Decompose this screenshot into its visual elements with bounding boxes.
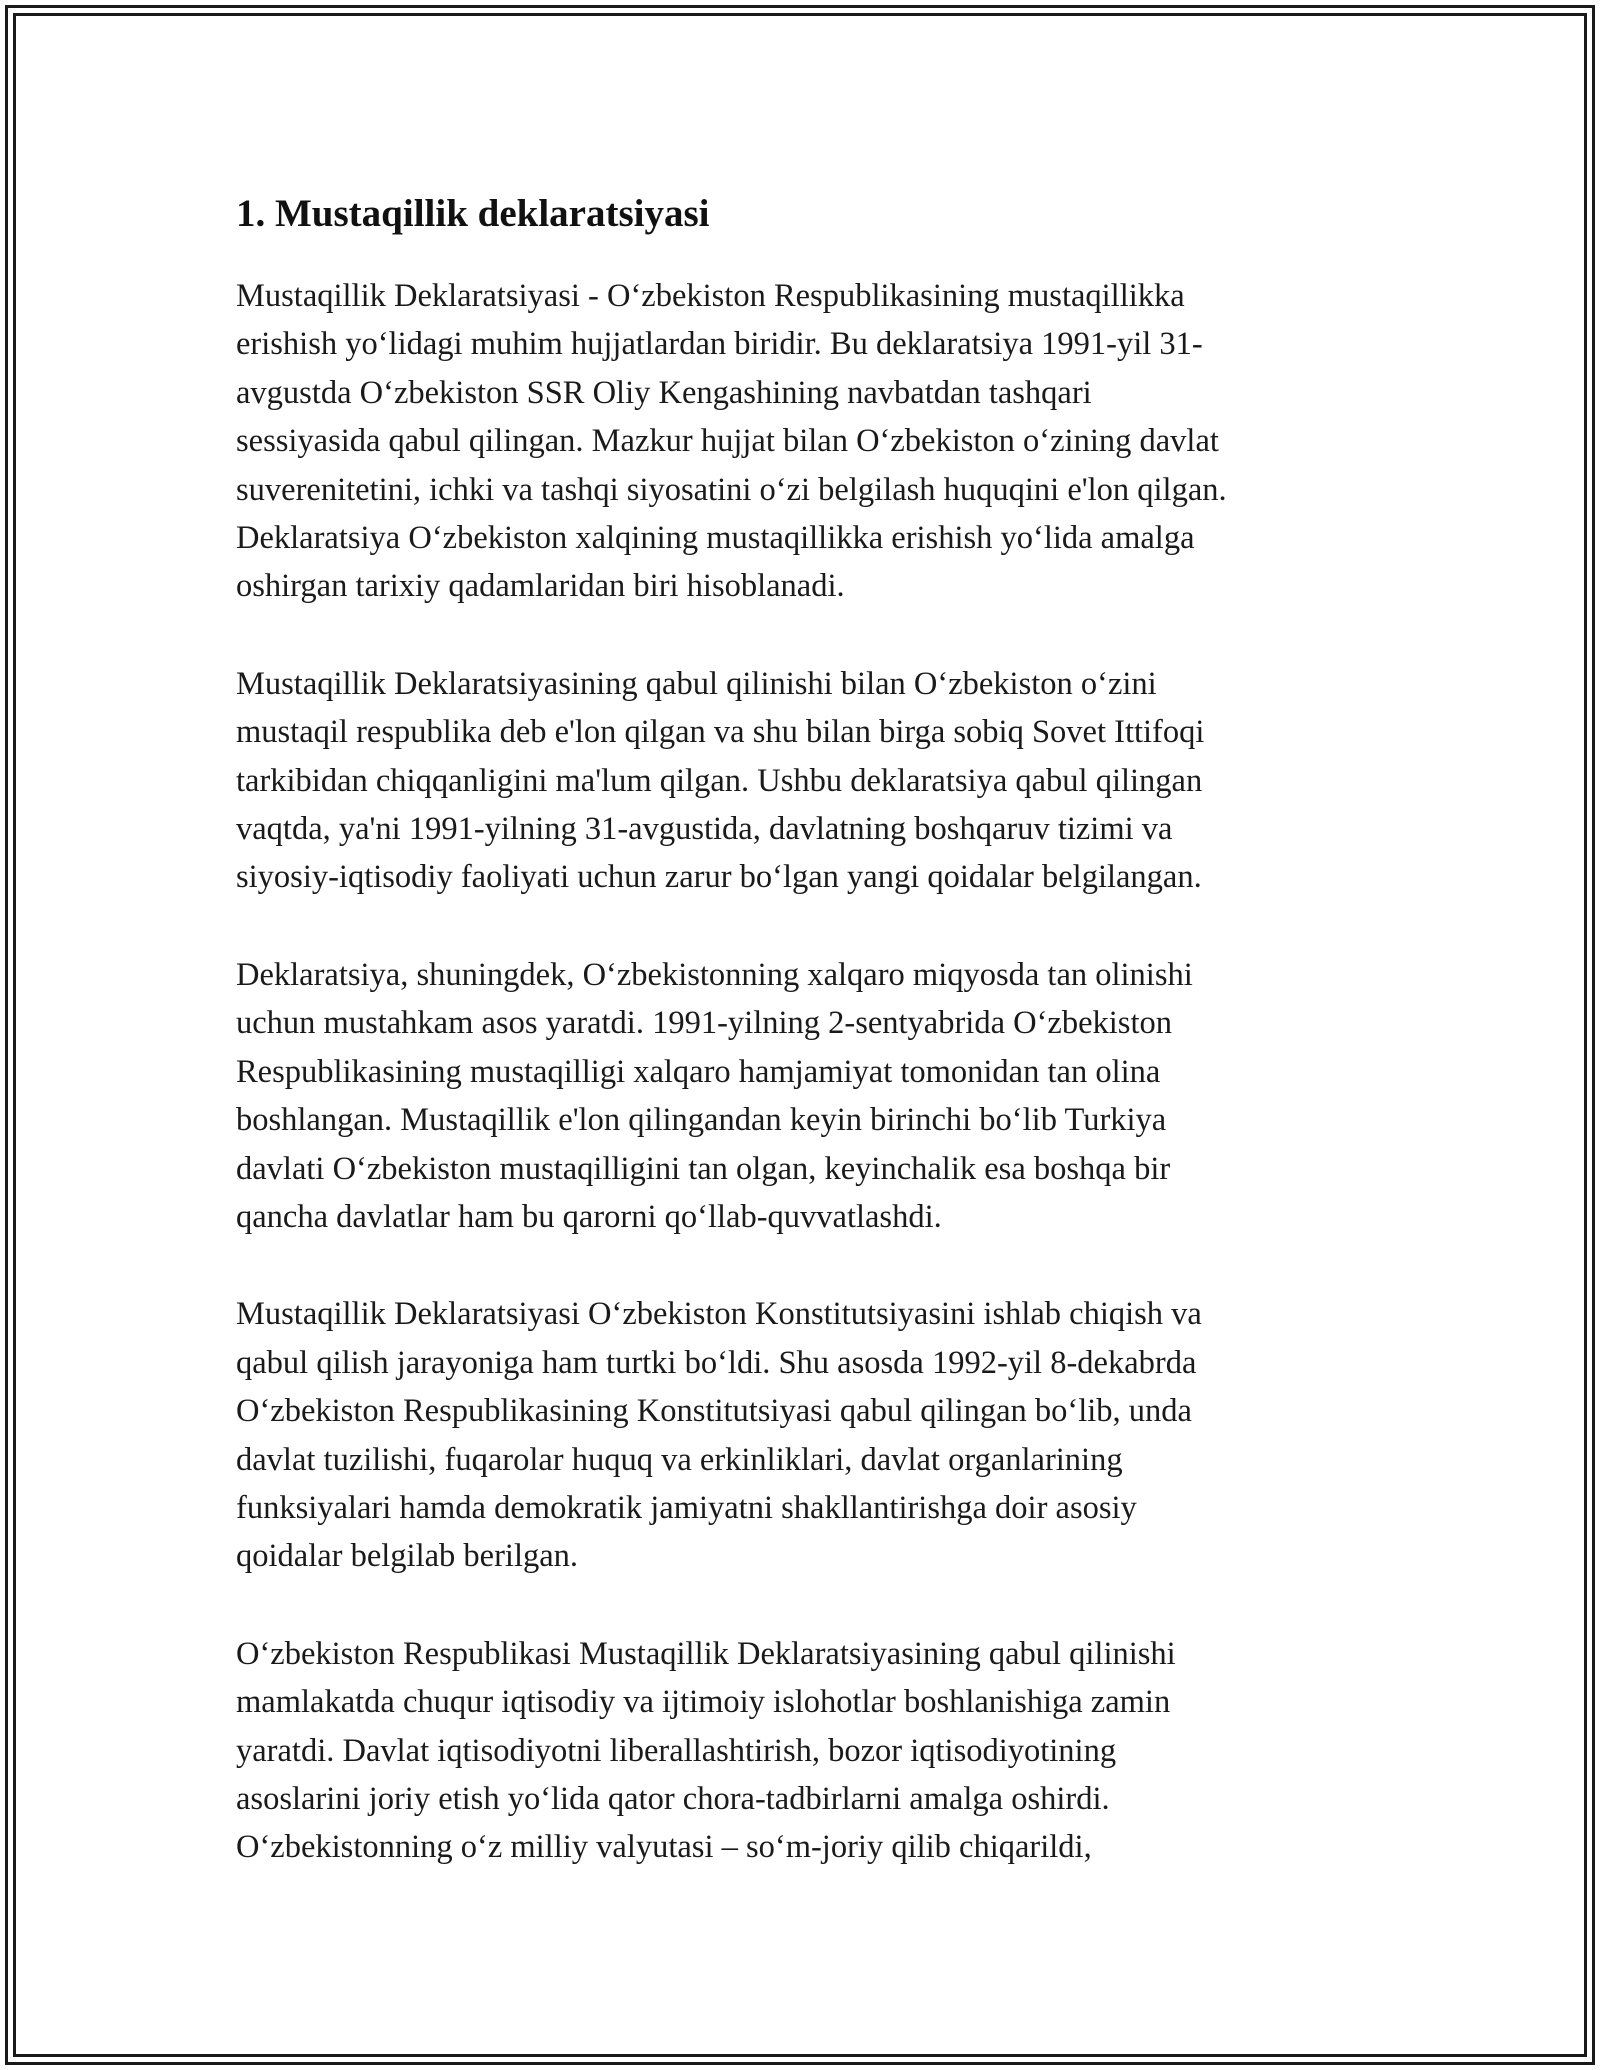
text-line: suverenitetini, ichki va tashqi siyosatini o‘zi belgilash huquqini e'lon qilgan.: [236, 471, 1227, 508]
text-line: qancha davlatlar ham bu qarorni qo‘llab-quvvatlashdi.: [236, 1198, 942, 1235]
text-line: siyosiy-iqtisodiy faoliyati uchun zarur bo‘lgan yangi qoidalar belgilangan.: [236, 859, 1202, 896]
text-line: qabul qilish jarayoniga ham turtki bo‘ldi. Shu asosda 1992-yil 8-dekabrda: [236, 1344, 1197, 1381]
text-line: funksiyalari hamda demokratik jamiyatni shakllantirishga doir asosiy: [236, 1489, 1137, 1526]
text-line: Deklaratsiya O‘zbekiston xalqining mustaqillikka erishish yo‘lida amalga: [236, 520, 1195, 557]
paragraph-3: [236, 951, 1366, 1241]
text-line: tarkibidan chiqqanligini ma'lum qilgan. Ushbu deklaratsiya qabul qilingan: [236, 762, 1203, 799]
text-line: mustaqil respublika deb e'lon qilgan va shu bilan birga sobiq Sovet Ittifoqi: [236, 714, 1205, 751]
text-line: yaratdi. Davlat iqtisodiyotni liberallashtirish, bozor iqtisodiyotining: [236, 1732, 1117, 1769]
text-line: Mustaqillik Deklaratsiyasining qabul qilinishi bilan O‘zbekiston o‘zini: [236, 665, 1157, 702]
text-line: boshlangan. Mustaqillik e'lon qilingandan keyin birinchi bo‘lib Turkiya: [236, 1102, 1167, 1139]
text-line: erishish yo‘lidagi muhim hujjatlardan biridir. Bu deklaratsiya 1991-yil 31-: [236, 326, 1203, 363]
document-body: [236, 186, 1366, 1921]
text-line: Respublikasining mustaqilligi xalqaro hamjamiyat tomonidan tan olina: [236, 1053, 1161, 1090]
text-line: asoslarini joriy etish yo‘lida qator chora-tadbirlarni amalga oshirdi.: [236, 1780, 1110, 1817]
text-line: avgustda O‘zbekiston SSR Oliy Kengashining navbatdan tashqari: [236, 374, 1092, 411]
document-title: 1. Mustaqillik deklaratsiyasi: [236, 192, 710, 235]
text-line: Deklaratsiya, shuningdek, O‘zbekistonning xalqaro miqyosda tan olinishi: [236, 956, 1193, 993]
text-line: vaqtda, ya'ni 1991-yilning 31-avgustida, davlatning boshqaruv tizimi va: [236, 811, 1173, 848]
text-line: Mustaqillik Deklaratsiyasi O‘zbekiston Konstitutsiyasini ishlab chiqish va: [236, 1296, 1202, 1333]
text-line: uchun mustahkam asos yaratdi. 1991-yilning 2-sentyabrida O‘zbekiston: [236, 1005, 1172, 1042]
text-line: sessiyasida qabul qilingan. Mazkur hujjat bilan O‘zbekiston o‘zining davlat: [236, 423, 1219, 460]
text-line: davlat tuzilishi, fuqarolar huquq va erkinliklari, davlat organlarining: [236, 1441, 1123, 1478]
paragraph-5: [236, 1630, 1366, 1872]
text-line: Mustaqillik Deklaratsiyasi - O‘zbekiston Respublikasining mustaqillikka: [236, 278, 1185, 314]
text-line: O‘zbekiston Respublikasining Konstitutsiyasi qabul qilingan bo‘lib, unda: [236, 1393, 1192, 1430]
text-line: mamlakatda chuqur iqtisodiy va ijtimoiy islohotlar boshlanishiga zamin: [236, 1684, 1171, 1721]
text-line: qoidalar belgilab berilgan.: [236, 1538, 579, 1575]
text-line: O‘zbekistonning o‘z milliy valyutasi – so‘m-joriy qilib chiqarildi,: [236, 1829, 1092, 1866]
paragraph-4: [236, 1290, 1366, 1580]
text-line: davlati O‘zbekiston mustaqilligini tan olgan, keyinchalik esa boshqa bir: [236, 1150, 1171, 1187]
text-line: oshirgan tarixiy qadamlaridan biri hisoblanadi.: [236, 568, 845, 605]
paragraph-2: [236, 660, 1366, 902]
paragraph-1: [236, 272, 1366, 611]
text-line: O‘zbekiston Respublikasi Mustaqillik Deklaratsiyasining qabul qilinishi: [236, 1635, 1176, 1672]
